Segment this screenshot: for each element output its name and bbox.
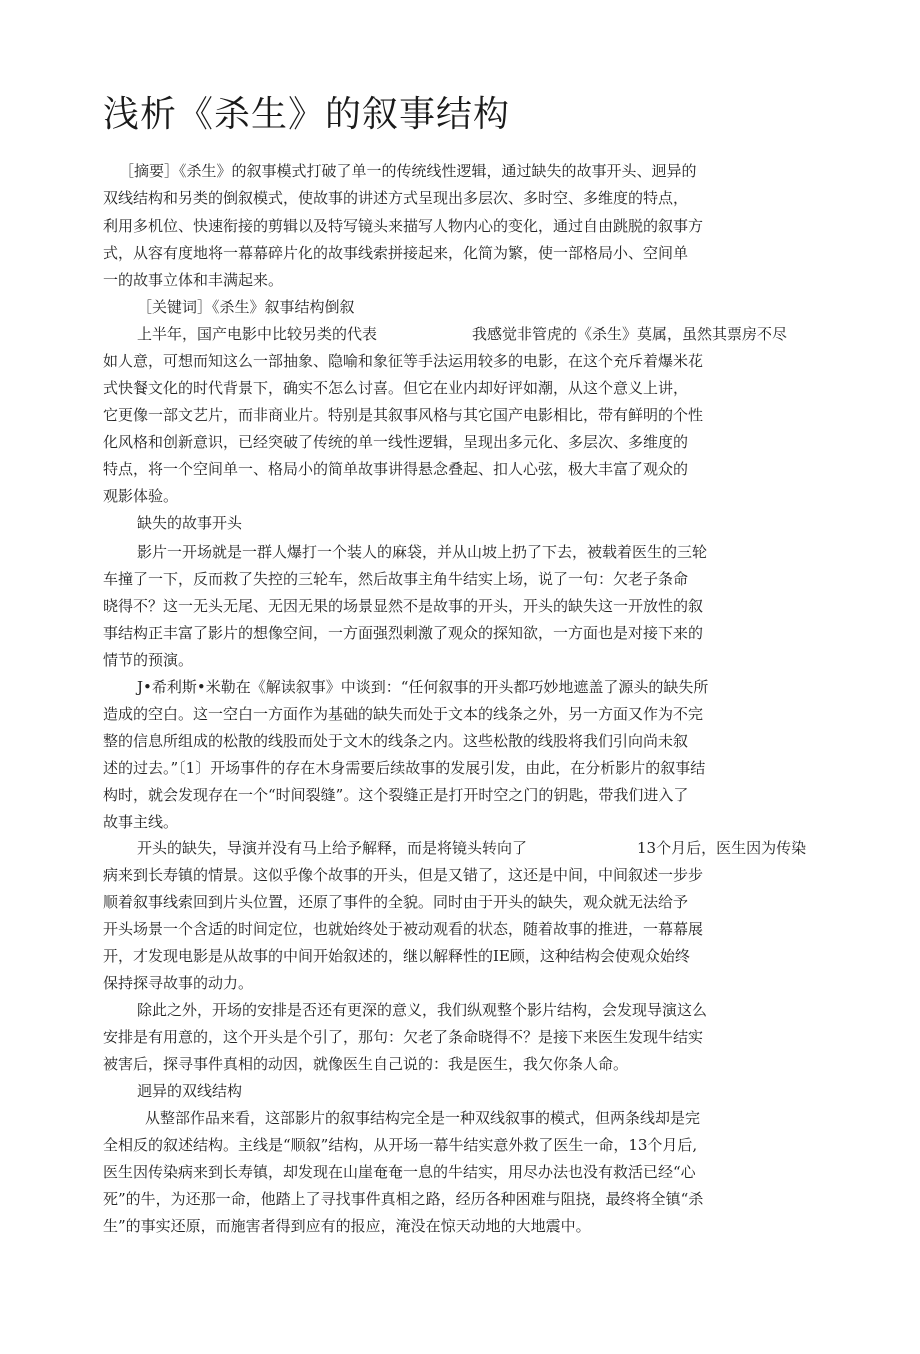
paragraph-line: 观影体验。 (103, 487, 179, 505)
paragraph-line: 除此之外，开场的安排是否还有更深的意义，我们纵观整个影片结构，会发现导演这么 (137, 1001, 708, 1019)
paragraph-line: 构时，就会发现存在一个“时间裂缝”。这个裂缝正是打开时空之门的钥匙，带我们进入了 (103, 786, 689, 804)
paragraph-line: 故事主线。 (103, 813, 179, 831)
paragraph-line: 它更像一部文艺片，而非商业片。特别是其叙事风格与其它国产电影相比，带有鲜明的个性 (103, 406, 704, 424)
paragraph-line: 开，才发现电影是从故事的中间开始叙述的，继以解释性的IE顾，这种结构会使观众始终 (103, 947, 690, 965)
paragraph-line: 特点，将一个空间单一、格局小的简单故事讲得悬念叠起、扣人心弦，极大丰富了观众的 (103, 460, 689, 478)
paragraph-line: 述的过去。”〔1〕开场事件的存在木身需要后续故事的发展引发，由此，在分析影片的叙事结 (103, 759, 706, 777)
paragraph-line: 如人意，可想而知这么一部抽象、隐喻和象征等手法运用较多的电影，在这个充斥着爆米花 (103, 352, 704, 370)
paragraph-line: J•希利斯•米勒在《解读叙事》中谈到：“任何叙事的开头都巧妙地遮盖了源头的缺失所 (137, 678, 709, 696)
paragraph-line: 开头场景一个含适的时间定位，也就始终处于被动观看的状态，随着故事的推进，一幕幕展 (103, 920, 704, 938)
abstract-line: 一的故事立体和丰满起来。 (103, 271, 284, 289)
paragraph-line: 安排是有用意的，这个开头是个引了，那句：欠老了条命晓得不？是接下来医生发现牛结实 (103, 1028, 704, 1046)
paragraph-line: 生”的事实还原，而施害者得到应有的报应，淹没在惊天动地的大地震中。 (103, 1217, 591, 1235)
paragraph-line: 晓得不？这一无头无尾、无因无果的场景显然不是故事的开头，开头的缺失这一开放性的叙 (103, 597, 704, 615)
paragraph-line: 病来到长寿镇的情景。这似乎像个故事的开头，但是又错了，这还是中间，中间叙述一步步 (103, 866, 704, 884)
paragraph-line: 车撞了一下，反而救了失控的三轮车，然后故事主角牛结实上场，说了一句：欠老子条命 (103, 570, 689, 588)
paragraph-line: 式快餐文化的时代背景下，确实不怎么讨喜。但它在业内却好评如潮，从这个意义上讲， (103, 379, 689, 397)
abstract-line: ［摘要］《杀生》的叙事模式打破了单一的传统线性逻辑，通过缺失的故事开头、迥异的 (119, 162, 697, 180)
paragraph-line: 全相反的叙述结构。主线是“顺叙”结构，从开场一幕牛结实意外救了医生一命，13个月后, (103, 1136, 698, 1154)
paragraph-line: 开头的缺失，导演并没有马上给予解释，而是将镜头转向了 (137, 839, 528, 857)
abstract-line: 利用多机位、快速衔接的剪辑以及特写镜头来描写人物内心的变化，通过自由跳脱的叙事方 (103, 217, 704, 235)
section-heading: 迥异的双线结构 (137, 1082, 243, 1100)
paragraph-line: 死”的牛，为还那一命，他踏上了寻找事件真相之路，经历各种困难与阻挠，最终将全镇“杀 (103, 1190, 704, 1208)
paragraph-line: 化风格和创新意识，已经突破了传统的单一线性逻辑，呈现出多元化、多层次、多维度的 (103, 433, 689, 451)
paragraph-line: 造成的空白。这一空白一方面作为基础的缺失而处于文本的线条之外，另一方面又作为不完 (103, 705, 704, 723)
abstract-line: 双线结构和另类的倒叙模式，使故事的讲述方式呈现出多层次、多时空、多维度的特点， (103, 189, 689, 207)
paragraph-line: 医生因传染病来到长寿镇，却发现在山崖奄奄一息的牛结实，用尽办法也没有救活已经“心 (103, 1163, 696, 1181)
abstract-line: 式，从容有度地将一幕幕碎片化的故事线索拼接起来，化简为繁，使一部格局小、空间单 (103, 244, 689, 262)
paragraph-line: 上半年，国产电影中比较另类的代表 (137, 325, 378, 343)
paragraph-line: 保持探寻故事的动力。 (103, 974, 254, 992)
paragraph-line: 被害后，探寻事件真相的动因，就像医生自己说的：我是医生，我欠你条人命。 (103, 1055, 629, 1073)
paragraph-line: 整的信息所组成的松散的线股而处于文木的线条之内。这些松散的线股将我们引向尚未叙 (103, 732, 689, 750)
paragraph-line: 13个月后，医生因为传染 (637, 839, 807, 857)
section-heading: 缺失的故事开头 (137, 514, 243, 532)
paragraph-line: 情节的预演。 (103, 651, 194, 669)
paragraph-line: 我感觉非管虎的《杀生》莫属，虽然其票房不尽 (472, 325, 788, 343)
keywords-line: ［关键词］《杀生》叙事结构倒叙 (137, 298, 355, 316)
article-title: 浅析《杀生》的叙事结构 (103, 94, 511, 135)
paragraph-line: 事结构正丰富了影片的想像空间，一方面强烈刺激了观众的探知欲，一方面也是对接下来的 (103, 624, 704, 642)
paragraph-line: 从整部作品来看，这部影片的叙事结构完全是一种双线叙事的模式，但两条线却是完 (145, 1109, 701, 1127)
paragraph-line: 顺着叙事线索回到片头位置，还原了事件的全貌。同时由于开头的缺失，观众就无法给予 (103, 893, 689, 911)
paragraph-line: 影片一开场就是一群人爆打一个装人的麻袋，并从山坡上扔了下去，被载着医生的三轮 (137, 543, 708, 561)
